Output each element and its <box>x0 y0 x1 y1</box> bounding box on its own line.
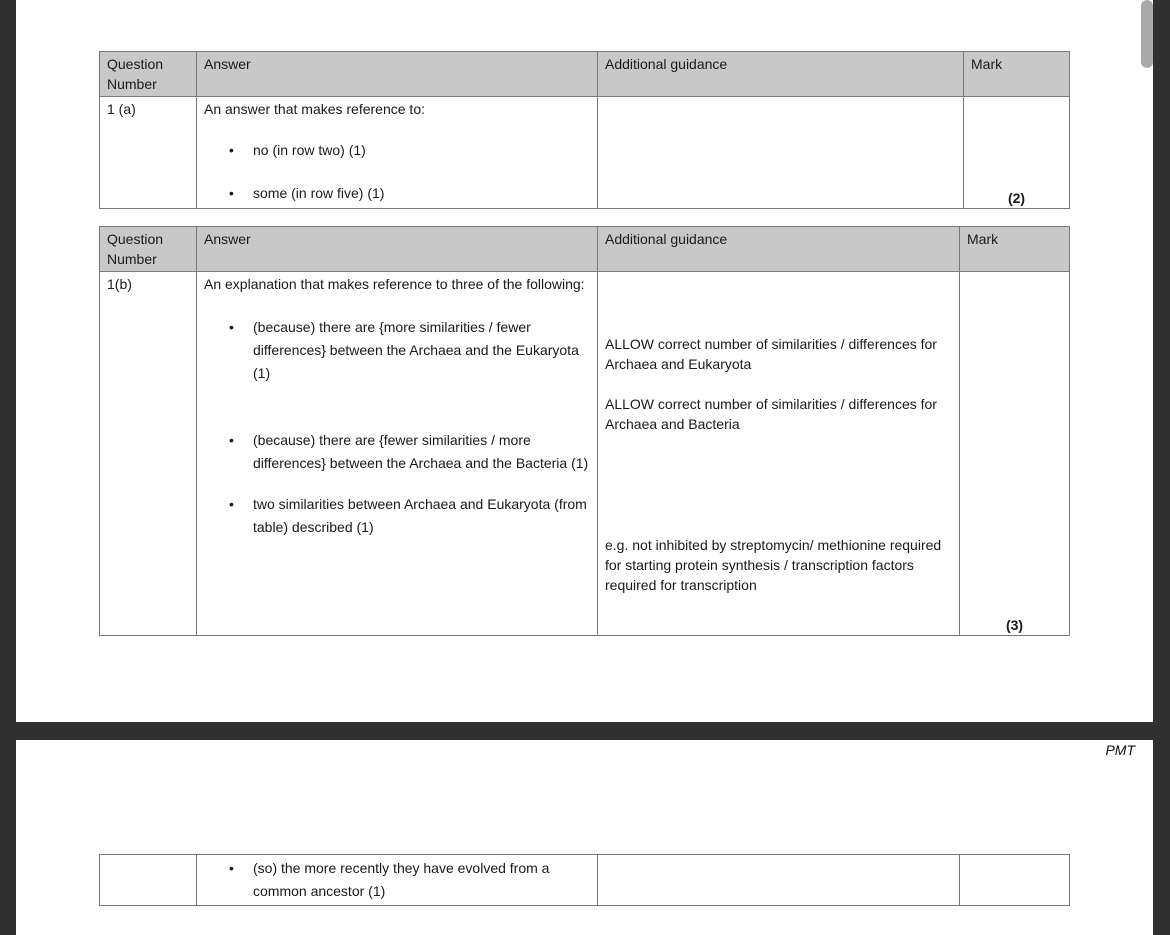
pmt-watermark: PMT <box>1105 742 1135 758</box>
question-number-cell <box>100 855 197 906</box>
answer-point: • (so) the more recently they have evolved from a common ancestor (1) <box>204 857 590 903</box>
guidance-note: ALLOW correct number of similarities / differences for Archaea and Eukaryota <box>605 336 937 372</box>
mark-scheme-table-1a <box>99 51 1070 209</box>
answer-cell <box>197 97 598 209</box>
question-number: 1 (a) <box>100 97 197 209</box>
header-mark: Mark <box>964 52 1070 97</box>
mark-value: (2) <box>1007 190 1026 206</box>
header-question-number: Question Number <box>100 52 197 97</box>
answer-point: • (because) there are {fewer similarities / more differences} between the Archaea and the Bacteria (1) <box>204 429 590 475</box>
answer-point: • no (in row two) (1) <box>204 140 590 160</box>
header-additional-guidance: Additional guidance <box>598 227 960 272</box>
document-page-1 <box>16 0 1153 722</box>
question-number: 1(b) <box>100 272 197 636</box>
answer-cell <box>197 855 598 906</box>
mark-scheme-table-continued <box>99 854 1070 906</box>
guidance-cell <box>598 272 960 636</box>
answer-cell <box>197 272 598 636</box>
answer-intro: An answer that makes reference to: <box>204 101 425 117</box>
guidance-cell <box>598 97 964 209</box>
guidance-note: ALLOW correct number of similarities / differences for Archaea and Bacteria <box>605 396 937 432</box>
header-answer: Answer <box>197 52 598 97</box>
answer-point: • some (in row five) (1) <box>204 183 590 203</box>
header-answer: Answer <box>197 227 598 272</box>
scrollbar-thumb[interactable] <box>1141 0 1153 68</box>
guidance-note: e.g. not inhibited by streptomycin/ methionine required for starting protein synthesis / transcription factors required for transcription <box>605 537 942 593</box>
mark-cell <box>964 97 1070 209</box>
mark-cell <box>960 855 1070 906</box>
guidance-cell <box>598 855 960 906</box>
answer-intro: An explanation that makes reference to three of the following: <box>204 276 585 292</box>
answer-point: • (because) there are {more similarities / fewer differences} between the Archaea and the Eukaryota (1) <box>204 316 590 385</box>
header-additional-guidance: Additional guidance <box>598 52 964 97</box>
mark-scheme-table-1b <box>99 226 1070 636</box>
document-page-2 <box>16 740 1153 935</box>
answer-point: • two similarities between Archaea and Eukaryota (from table) described (1) <box>204 493 590 539</box>
mark-value: (3) <box>1005 617 1024 633</box>
header-question-number: Question Number <box>100 227 197 272</box>
mark-cell <box>960 272 1070 636</box>
header-mark: Mark <box>960 227 1070 272</box>
